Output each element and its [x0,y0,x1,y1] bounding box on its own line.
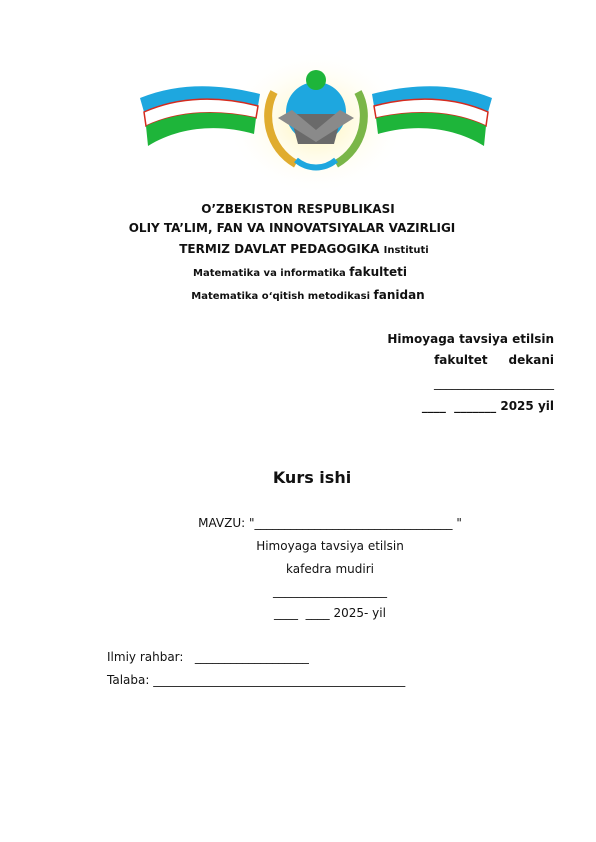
faculty-word: fakulteti [349,265,407,279]
republic-title: O’ZBEKISTON RESPUBLIKASI [201,202,395,216]
document-title: Kurs ishi [272,468,352,487]
department-head: kafedra mudiri [286,562,374,576]
subject-word: fanidan [373,288,425,302]
approval-recommend: Himoyaga tavsiya etilsin [387,332,554,346]
supervisor-line: Ilmiy rahbar: ___________________ [107,650,309,664]
department-recommend: Himoyaga tavsiya etilsin [256,539,404,553]
faculty-title [2,265,596,279]
institute-word: Instituti [383,245,429,256]
approval-signature-line: ____________________ [434,376,554,390]
student-line: Talaba: __________________________________________ [107,673,406,687]
approval-date: ____ _______ 2025 yil [421,399,554,413]
department-date: ____ ____ 2025- yil [274,606,386,620]
subject-name: Matematika o‘qitish metodikasi [191,291,374,302]
state-emblem-flag-icon [140,52,492,194]
institute-name: TERMIZ DAVLAT PEDAGOGIKA [179,242,384,256]
subject-title [10,288,596,302]
institute-title [6,242,596,256]
topic-line: MAVZU: "_________________________________ " [198,516,462,530]
faculty-name: Matematika va informatika [193,268,350,279]
ministry-title: OLIY TA’LIM, FAN VA INNOVATSIYALAR VAZIRLIGI [128,221,456,235]
department-signature-line: ___________________ [273,584,387,598]
approval-dean: fakultet dekani [434,353,554,367]
